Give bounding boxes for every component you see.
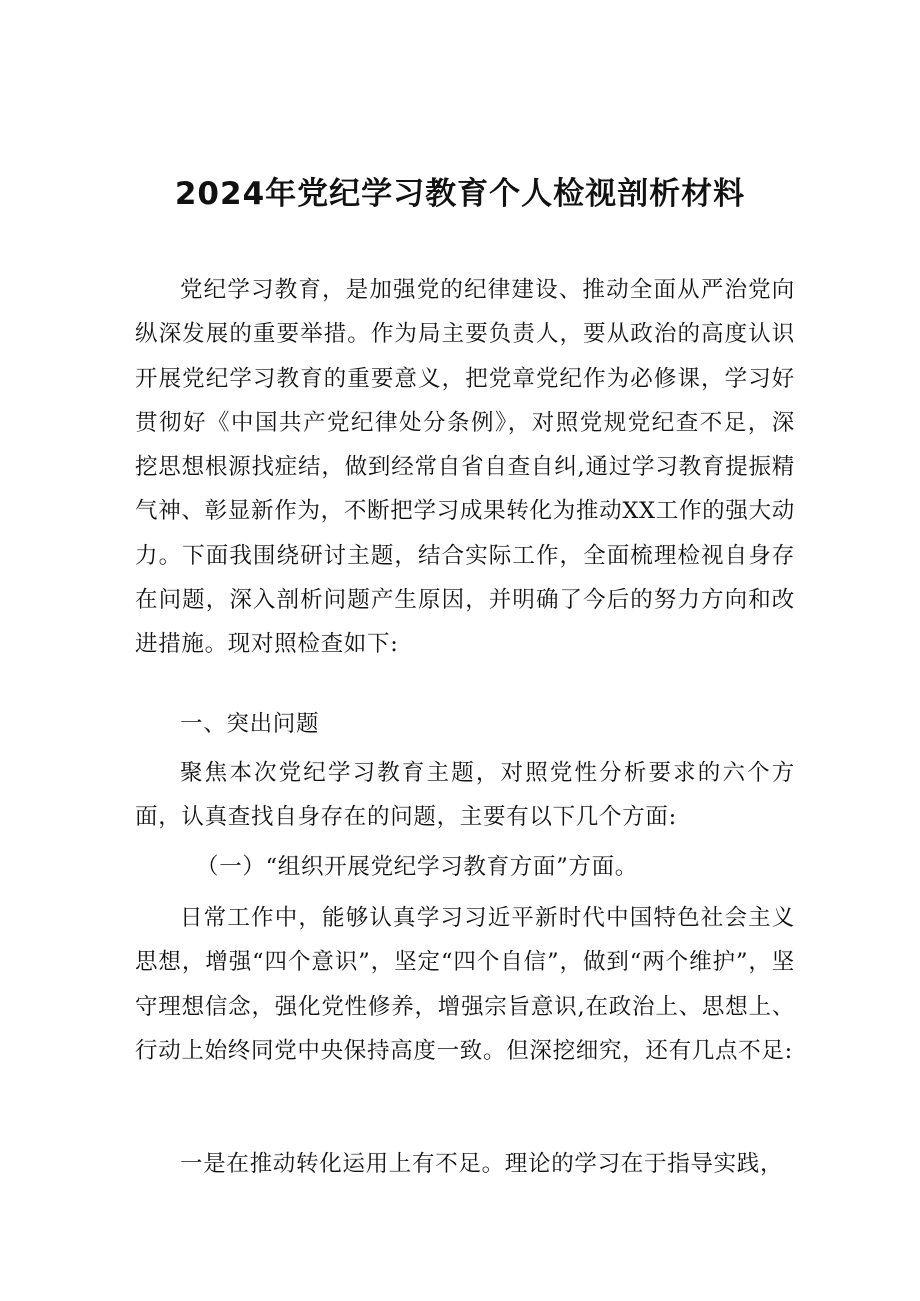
section-heading-problems: 一、突出问题 — [180, 711, 320, 737]
section-intro-paragraph: 聚焦本次党纪学习教育主题，对照党性分析要求的六个方面，认真查找自身存在的问题，主要有以下几个方面: — [135, 760, 795, 831]
intro-paragraph: 党纪学习教育，是加强党的纪律建设、推动全面从严治党向纵深发展的重要举措。作为局主要负责人，要从政治的高度认识开展党纪学习教育的重要意义，把党章党纪作为必修课，学习好贯彻好《中国共产党纪律处分条例》，对照党规党纪查不足，深挖思想根源找症结，做到经常自省自查自纠,通过学习教育提振精气神、彰显新作为，不断把学习成果转化为推动XX工作的强大动力。下面我围绕研讨主题，结合实际工作，全面梳理检视自身存在问题，深入剖析问题产生原因，并明确了今后的努力方向和改进措施。现对照检查如下: — [135, 277, 795, 658]
point-one-paragraph: 一是在推动转化运用上有不足。理论的学习在于指导实践， — [180, 1151, 784, 1177]
subsection-paragraph: 日常工作中，能够认真学习习近平新时代中国特色社会主义思想，增强“四个意识”，坚定“四个自信”，做到“两个维护”，坚守理想信念，强化党性修养，增强宗旨意识,在政治上、思想上、行动上始终同党中央保持高度一致。但深挖细究，还有几点不足: — [135, 905, 795, 1064]
subsection-heading: （一）“组织开展党纪学习教育方面”方面。 — [196, 854, 639, 880]
document-title: 2024年党纪学习教育个人检视剖析材料 — [174, 176, 746, 212]
